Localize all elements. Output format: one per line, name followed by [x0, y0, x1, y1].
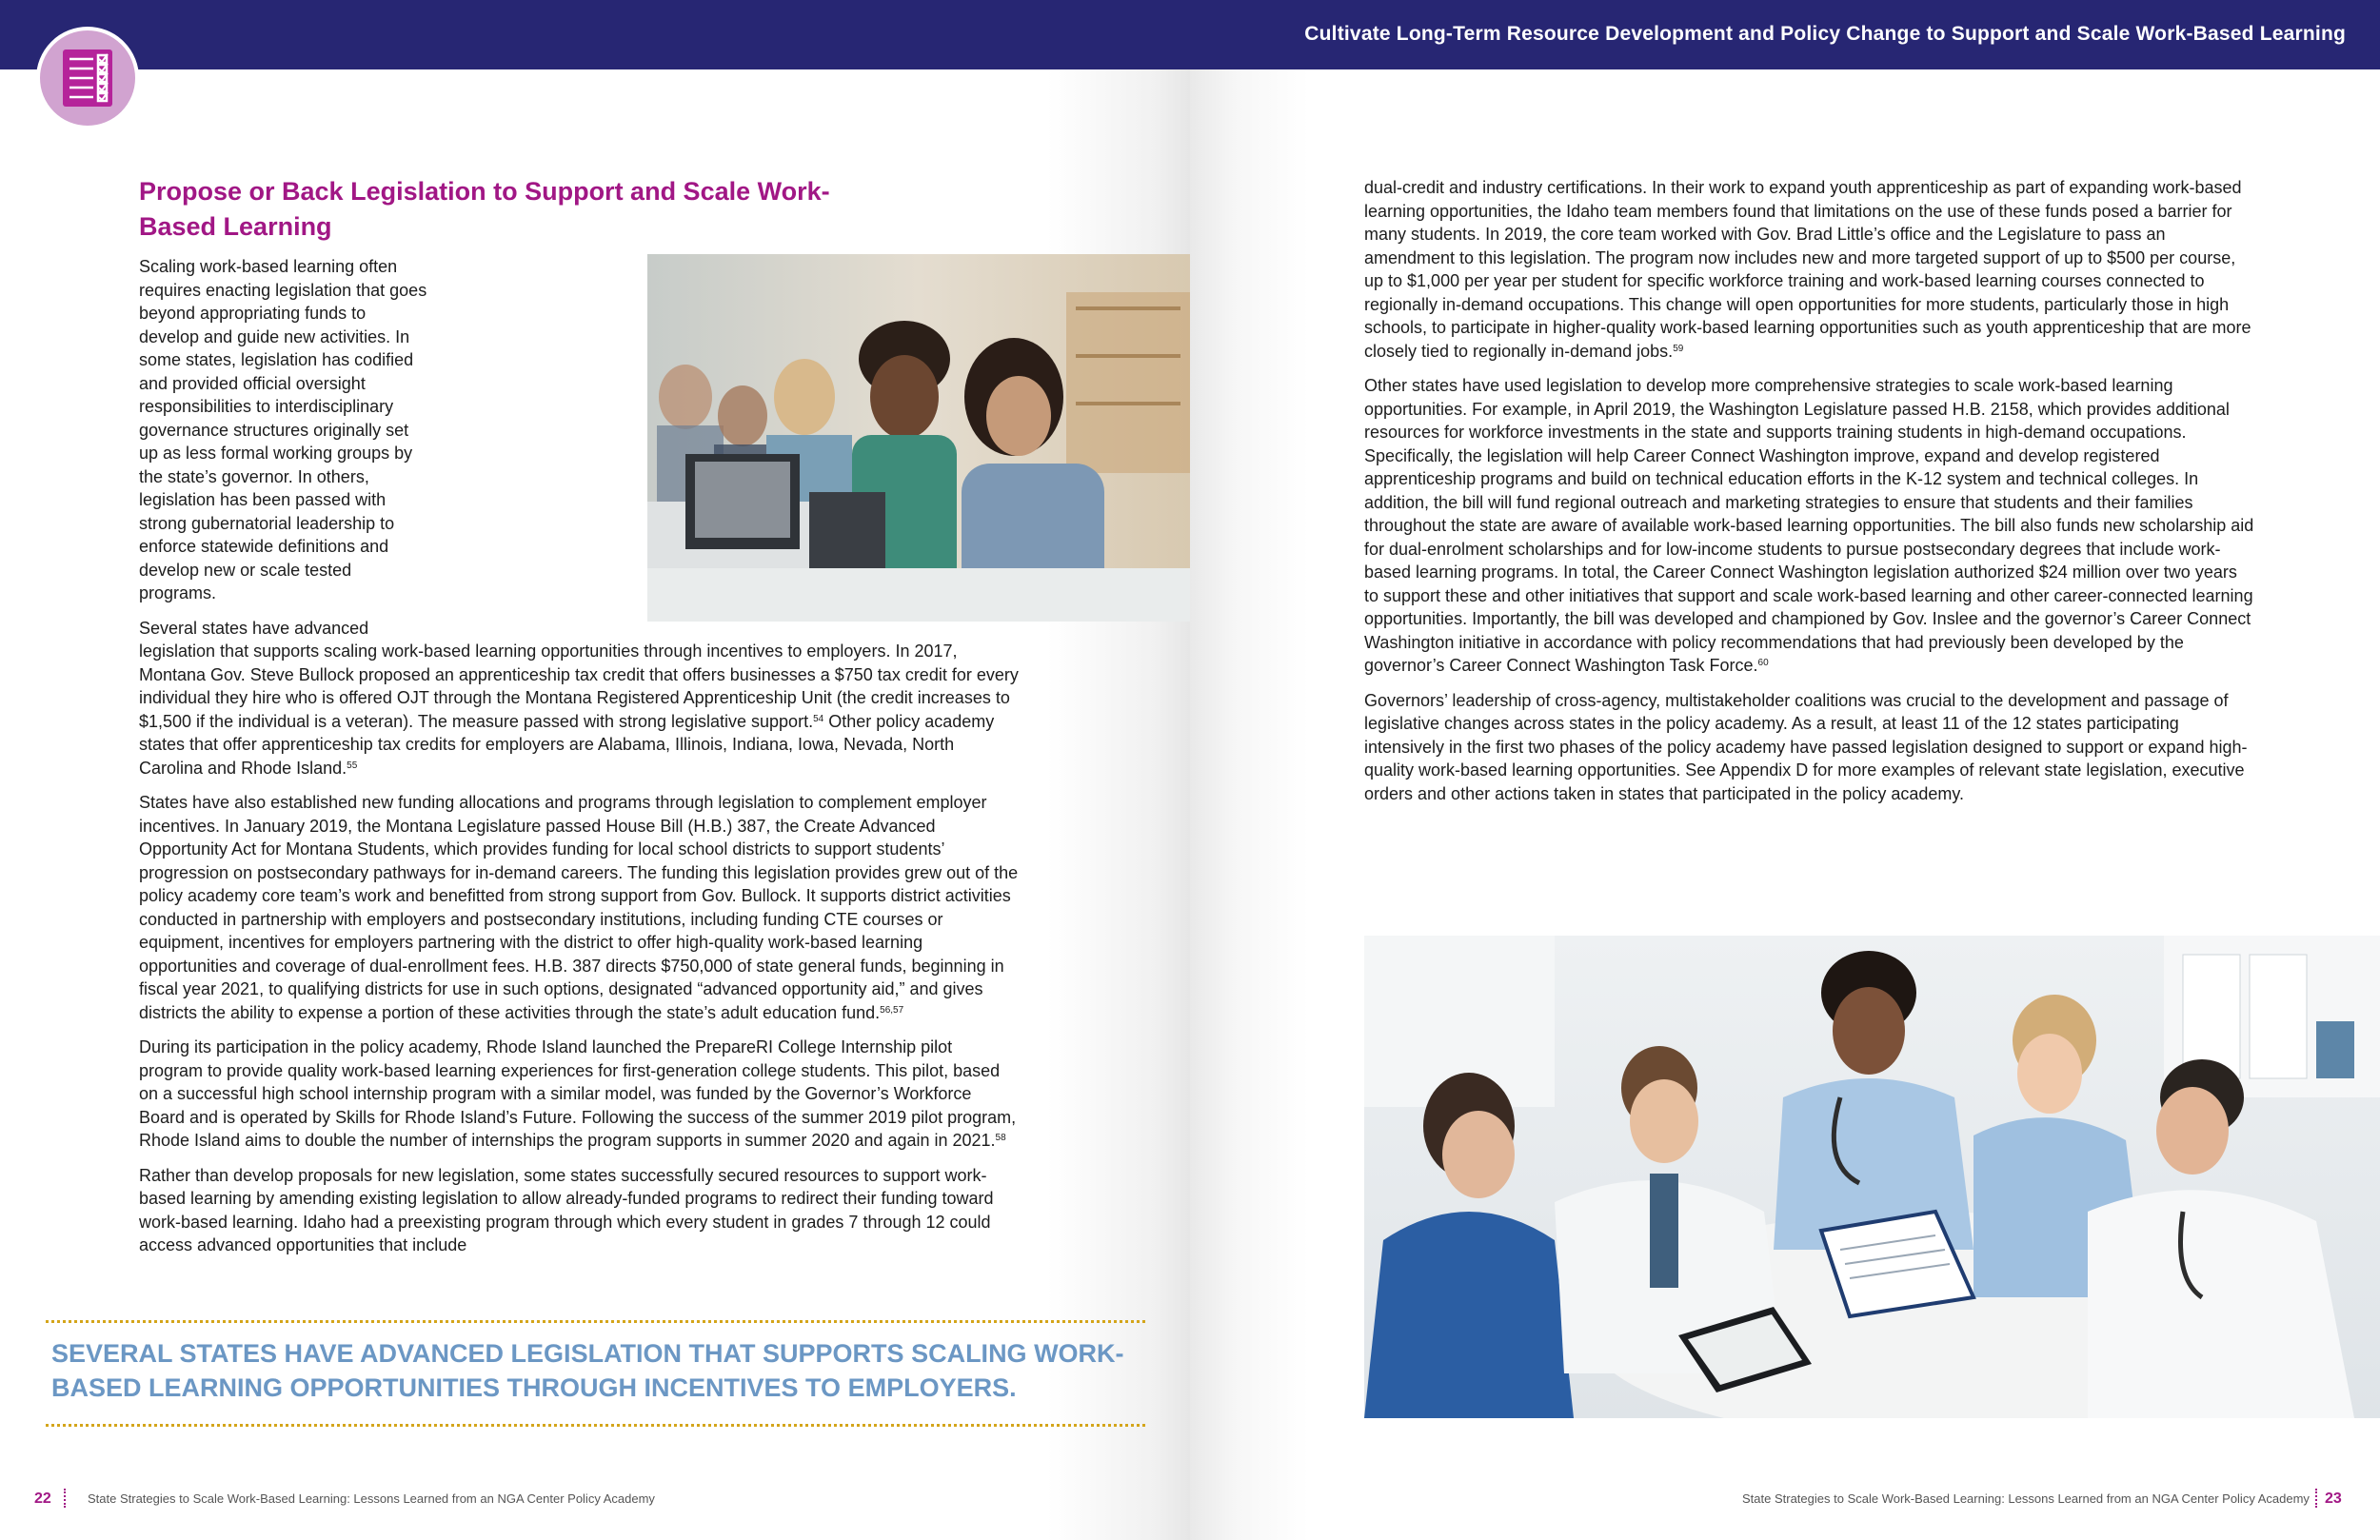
- medical-team-photo: [1364, 936, 2380, 1418]
- paragraph: Rather than develop proposals for new legislation, some states successfully secured resources to support work-based learning by amending existing legislation to allow already-funded programs to redirect their funding toward work-based learning. Idaho had a preexisting program through which every student in grades 7 through 12 could access advanced opportunities that include: [139, 1165, 994, 1254]
- footnote-ref: 58: [995, 1133, 1006, 1143]
- section-heading: Propose or Back Legislation to Support and Scale Work-Based Learning: [139, 177, 830, 241]
- paragraph: dual-credit and industry certifications. In their work to expand youth apprenticeship as part of expanding work-based learning opportunities, the Idaho team members found that limitations on the use of these funds posed a barrier for many students. In 2019, the core team worked with Gov. Brad Little’s office and the Legislature to pass an amendment to this legislation. The program now includes new and more targeted support of up to $500 per course, up to $1,000 per year per student for specific workforce training and work-based learning courses connected to regionally in-demand occupations. This change will open opportunities for more students, particularly those in high schools, to participate in higher-quality work-based learning opportunities such as youth apprenticeship that are more closely tied to regionally in-demand jobs.$^{59}$: [1364, 178, 2251, 361]
- page-number-right: 23: [2325, 1491, 2342, 1507]
- page-number-left: 22: [34, 1491, 51, 1507]
- callout-rule-top: [46, 1320, 1145, 1323]
- footer-right: State Strategies to Scale Work-Based Learning: Lessons Learned from an NGA Center Policy Academy: [1742, 1491, 2310, 1506]
- right-body: [1364, 176, 2254, 817]
- header-title: Cultivate Long-Term Resource Development and Policy Change to Support and Scale Work-Based Learning: [1304, 23, 2346, 45]
- footer-left: State Strategies to Scale Work-Based Learning: Lessons Learned from an NGA Center Policy Academy: [88, 1491, 655, 1506]
- students-photo: [647, 254, 1190, 622]
- footer-separator: [64, 1489, 66, 1508]
- callout-rule-bottom: [46, 1424, 1145, 1427]
- footnote-ref: 54: [813, 713, 824, 724]
- footnote-ref: 60: [1757, 658, 1769, 668]
- paragraph: Scaling work-based learning often requires enacting legislation that goes beyond appropriating funds to develop and guide new activities. In some states, legislation has codified and provided official oversight responsibilities to interdisciplinary governance structures originally set up as less formal working groups by the state’s governor. In others, legislation has been passed with strong gubernatorial leadership to enforce statewide definitions and develop new or scale tested programs.: [139, 257, 427, 602]
- header-bar: [0, 0, 2380, 69]
- paragraph: Other states have used legislation to develop more comprehensive strategies to scale work-based learning opportunities. For example, in April 2019, the Washington Legislature passed H.B. 2158, which provides additional resources for workforce investments in the state and supports training students in high-demand occupations. Specifically, the legislation will help Career Connect Washington improve, expand and develop registered apprenticeship programs and build on technical education efforts in the K-12 system and technical colleges. In addition, the bill will fund regional outreach and marketing strategies to ensure that students and their families throughout the state are aware of available work-based learning opportunities. The bill also funds new scholarship aid for dual-enrolment scholarships and for low-income students to pursue postsecondary degrees that include work-based learning programs. In total, the Career Connect Washington legislation authorized $24 million over two years to support these and other initiatives that support and scale work-based learning and other career-connected learning opportunities. Importantly, the bill was developed and championed by Gov. Inslee and the governor’s Career Connect Washington initiative in accordance with policy recommendations that had previously been developed by the governor’s Career Connect Washington Task Force.$^{60}$: [1364, 376, 2254, 675]
- footnote-ref: 56,57: [880, 1004, 904, 1016]
- paragraph: Several states have advanced legislation that supports scaling work-based learning opportunities through incentives to employers. In 2017, Montana Gov. Steve Bullock proposed an apprenticeship tax credit that offers businesses a $750 tax credit for every individual they hire who is offered OJT through the Montana Registered Apprenticeship Unit (the credit increases to $1,500 if the individual is a veteran). The measure passed with strong legislative support.$^{54}$ Other policy academy states that offer apprenticeship tax credits for employers are Alabama, Illinois, Indiana, Iowa, Nevada, North Carolina and Rhode Island.$^{55}$: [139, 618, 1019, 778]
- paragraph: States have also established new funding allocations and programs through legislation to complement employer incentives. In January 2019, the Montana Legislature passed House Bill (H.B.) 387, the Create Advanced Opportunity Act for Montana Students, which provides funding for local school districts to support students’ progression on postsecondary pathways for in-demand careers. The funding this legislation provides grew out of the policy academy core team’s work and benefitted from strong support from Gov. Bullock. It supports district activities conducted in partnership with employers and postsecondary institutions, including funding CTE courses or equipment, incentives for employers partnering with the district to offer high-quality work-based learning opportunities and coverage of dual-enrollment fees. H.B. 387 directs $750,000 of state general funds, beginning in fiscal year 2021, to qualifying districts for use in such options, designated “advanced opportunity aid,” and gives districts the ability to expense a portion of these activities through the state’s adult education fund.$^{56,57}$: [139, 793, 1019, 1022]
- footnote-ref: 55: [347, 760, 358, 771]
- paragraph: Governors’ leadership of cross-agency, multistakeholder coalitions was crucial to the development and passage of legislative changes across states in the policy academy. As a result, at least 11 of the 12 states participating intensively in the first two phases of the policy academy have passed legislation designed to support or expand high-quality work-based learning opportunities. See Appendix D for more examples of relevant state legislation, executive orders and other actions taken in states that participated in the policy academy.: [1364, 690, 2248, 803]
- checklist-icon: [61, 48, 114, 109]
- footer-separator: [2315, 1489, 2317, 1508]
- section-badge: [36, 27, 139, 129]
- pull-quote: SEVERAL STATES HAVE ADVANCED LEGISLATION THAT SUPPORTS SCALING WORK-BASED LEARNING OPPORTUNITIES THROUGH INCENTIVES TO EMPLOYERS.: [51, 1339, 1124, 1402]
- footnote-ref: 59: [1673, 343, 1684, 354]
- paragraph: During its participation in the policy academy, Rhode Island launched the PrepareRI College Internship pilot program to provide quality work-based learning experiences for first-generation college students. This pilot, based on a successful high school internship program with a similar model, was funded by the Governor’s Workforce Board and is operated by Skills for Rhode Island’s Future. Following the success of the summer 2019 pilot program, Rhode Island aims to double the number of internships the program supports in summer 2020 and again in 2021.58: [139, 1037, 1017, 1150]
